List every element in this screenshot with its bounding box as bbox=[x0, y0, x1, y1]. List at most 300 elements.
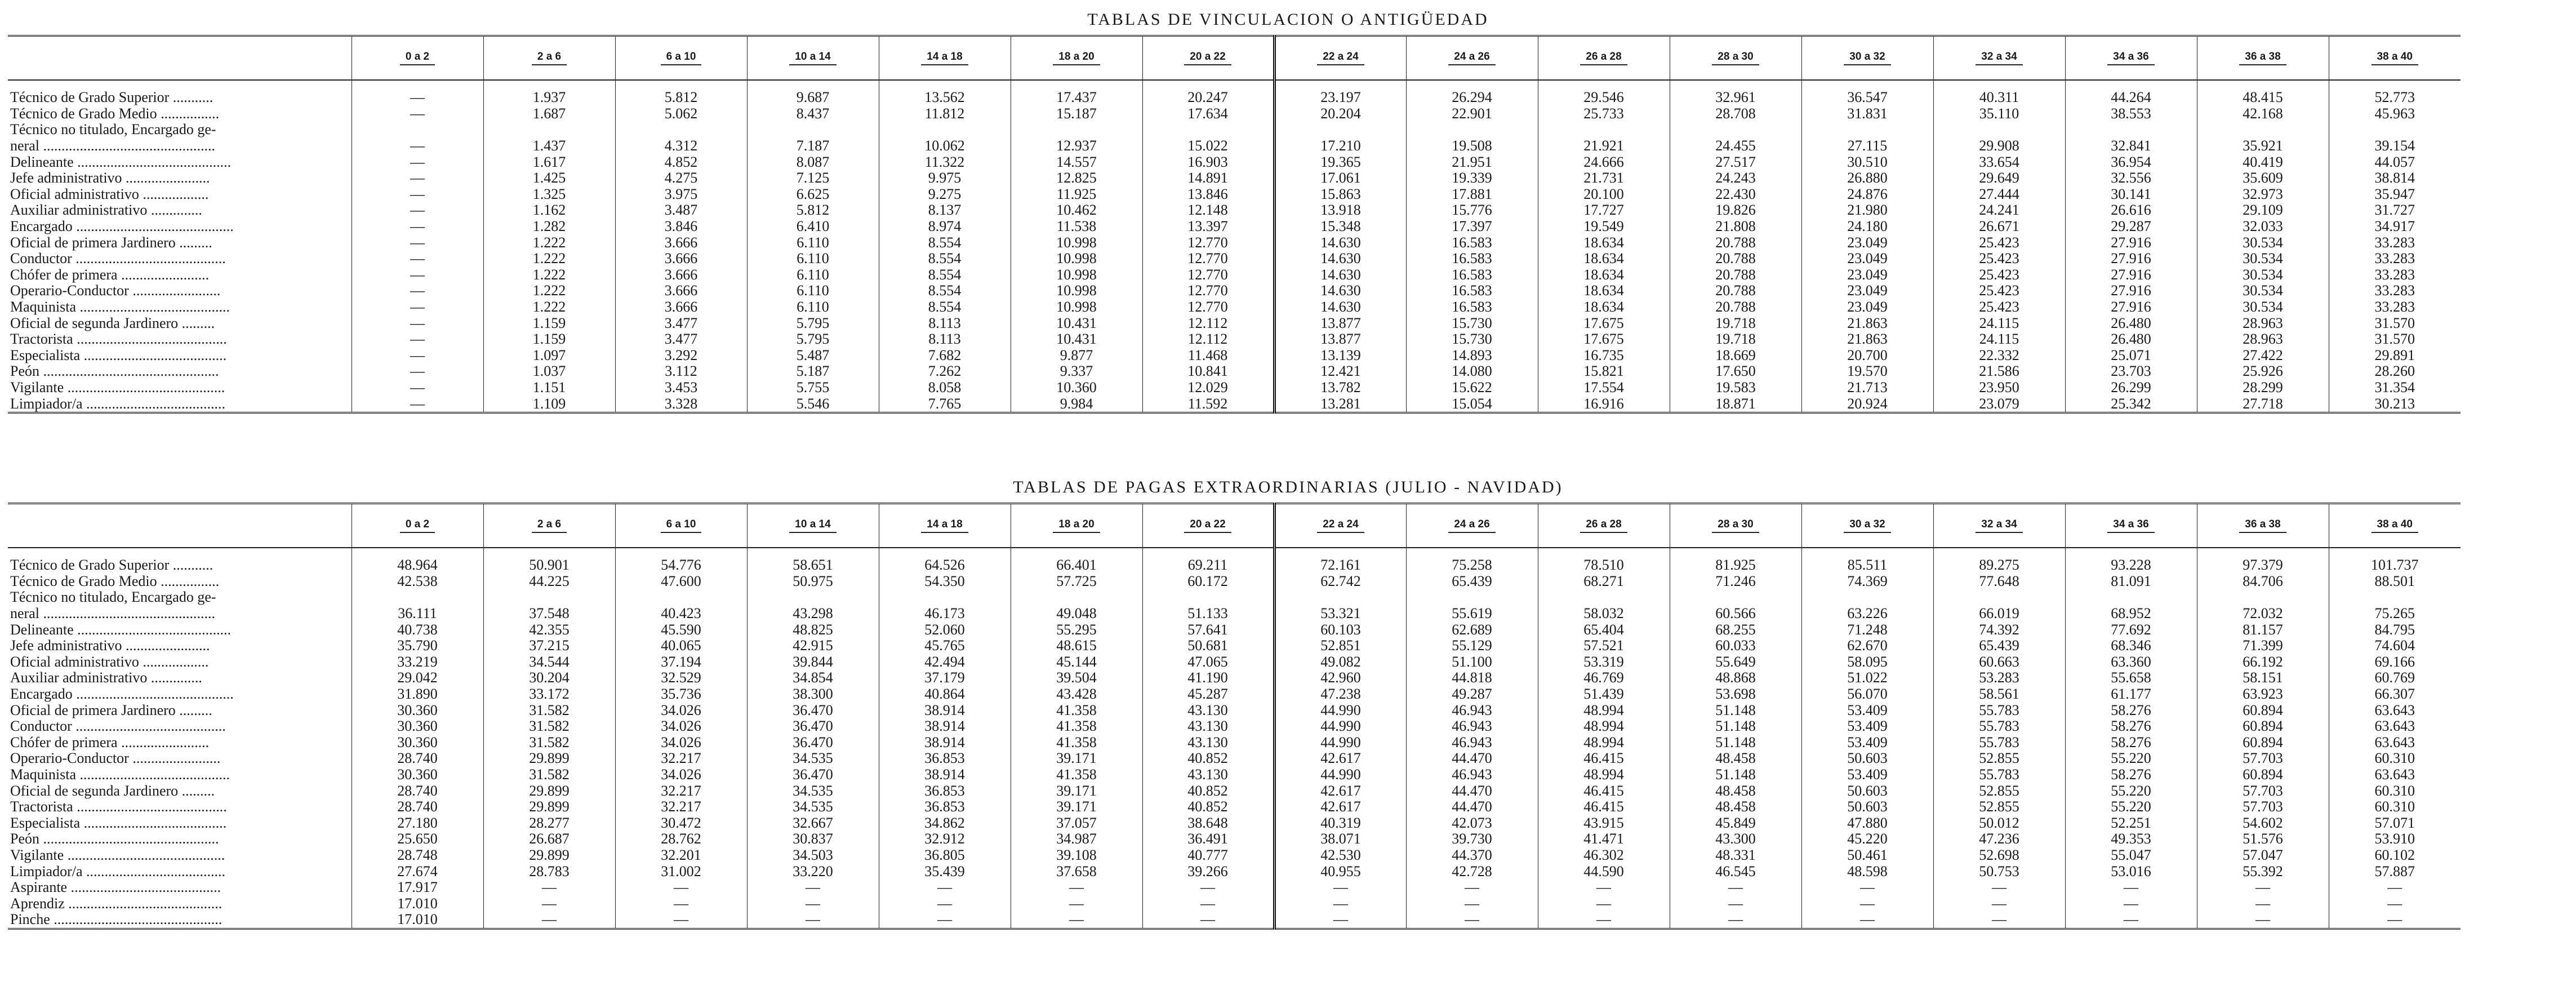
table-cell: — bbox=[1933, 895, 2065, 912]
table-cell: 55.783 bbox=[1933, 718, 2065, 735]
table-cell: 24.455 bbox=[1670, 138, 1801, 154]
column-header bbox=[1801, 36, 1933, 81]
table-cell: 48.825 bbox=[747, 621, 879, 638]
table-cell: 17.554 bbox=[1538, 380, 1670, 396]
table-cell: — bbox=[483, 912, 615, 929]
table-cell: 72.161 bbox=[1274, 548, 1406, 574]
table-cell: 51.022 bbox=[1801, 670, 1933, 686]
table-row bbox=[8, 783, 2461, 799]
table-cell bbox=[1670, 122, 1801, 138]
table-cell: 23.197 bbox=[1274, 80, 1406, 106]
table-cell: 55.658 bbox=[2065, 670, 2197, 686]
vinculacion-body bbox=[8, 80, 2461, 412]
table-cell: 55.392 bbox=[2197, 863, 2329, 880]
table-cell: 60.310 bbox=[2329, 799, 2461, 815]
column-header-label: 18 a 20 bbox=[1053, 51, 1100, 65]
table-cell: 50.975 bbox=[747, 574, 879, 590]
table-cell: 63.360 bbox=[2065, 654, 2197, 670]
table-cell: 60.566 bbox=[1670, 606, 1801, 622]
table-cell: 51.148 bbox=[1670, 767, 1801, 783]
table-cell: 3.666 bbox=[615, 283, 747, 299]
table-cell: 18.634 bbox=[1538, 267, 1670, 283]
table-cell: 5.795 bbox=[747, 315, 879, 331]
table-cell: 77.648 bbox=[1933, 574, 2065, 590]
table-cell: 57.703 bbox=[2197, 783, 2329, 799]
table-cell: — bbox=[352, 251, 483, 267]
column-header-label: 28 a 30 bbox=[1712, 51, 1759, 65]
row-label: Especialista ....................................... bbox=[10, 815, 227, 831]
table-cell: — bbox=[352, 80, 483, 106]
table-cell: 46.943 bbox=[1406, 718, 1538, 735]
table-cell: 27.718 bbox=[2197, 396, 2329, 412]
table-cell: 34.535 bbox=[747, 783, 879, 799]
table-cell: 48.458 bbox=[1670, 799, 1801, 815]
table-cell: 44.470 bbox=[1406, 799, 1538, 815]
table-cell bbox=[1406, 589, 1538, 606]
table-cell: 28.740 bbox=[352, 750, 483, 767]
table-cell: 52.855 bbox=[1933, 750, 2065, 767]
table-cell: 31.582 bbox=[483, 767, 615, 783]
row-label: Conductor ......................................... bbox=[10, 718, 226, 735]
table-cell: 57.725 bbox=[1011, 574, 1142, 590]
column-header bbox=[879, 504, 1011, 548]
table-cell: 48.598 bbox=[1801, 863, 1933, 880]
table-cell: 37.658 bbox=[1011, 863, 1142, 880]
table-cell: 44.990 bbox=[1274, 735, 1406, 751]
table-cell: — bbox=[1406, 895, 1538, 912]
table-cell: 27.916 bbox=[2065, 267, 2197, 283]
table-cell: 23.950 bbox=[1933, 380, 2065, 396]
header-corner bbox=[8, 504, 352, 548]
table-cell: 26.299 bbox=[2065, 380, 2197, 396]
table-cell: 31.570 bbox=[2329, 315, 2461, 331]
table-cell: 57.887 bbox=[2329, 863, 2461, 880]
table-cell: 32.217 bbox=[615, 783, 747, 799]
table-cell: 16.916 bbox=[1538, 396, 1670, 412]
row-label: Encargado ........................................... bbox=[10, 218, 234, 235]
vinculacion-title: TABLAS DE VINCULACION O ANTIGÜEDAD bbox=[1087, 10, 1489, 29]
row-label: Auxiliar administrativo .............. bbox=[10, 202, 202, 219]
table-cell: 25.423 bbox=[1933, 267, 2065, 283]
table-row bbox=[8, 767, 2461, 783]
column-header bbox=[615, 36, 747, 81]
table-row bbox=[8, 670, 2461, 686]
table-cell bbox=[1933, 589, 2065, 606]
row-label: Vigilante ........................................... bbox=[10, 379, 225, 396]
table-cell: 51.133 bbox=[1142, 606, 1274, 622]
vinculacion-table bbox=[8, 35, 2461, 414]
table-cell: 1.159 bbox=[483, 331, 615, 348]
column-header bbox=[1406, 36, 1538, 81]
table-cell: 33.283 bbox=[2329, 283, 2461, 299]
table-cell: 36.470 bbox=[747, 718, 879, 735]
table-cell: — bbox=[352, 299, 483, 316]
table-cell: 52.251 bbox=[2065, 815, 2197, 832]
table-cell: 15.054 bbox=[1406, 396, 1538, 412]
table-cell: 60.102 bbox=[2329, 847, 2461, 864]
table-cell: — bbox=[747, 895, 879, 912]
table-cell: 37.194 bbox=[615, 654, 747, 670]
row-label: Oficial administrativo .................. bbox=[10, 186, 209, 202]
table-cell: 22.430 bbox=[1670, 186, 1801, 203]
table-cell: 53.321 bbox=[1274, 606, 1406, 622]
table-cell: 68.255 bbox=[1670, 621, 1801, 638]
table-row bbox=[8, 880, 2461, 896]
table-cell: — bbox=[1274, 912, 1406, 929]
table-cell: 16.583 bbox=[1406, 299, 1538, 316]
table-cell: 43.298 bbox=[747, 606, 879, 622]
table-cell: 71.248 bbox=[1801, 621, 1933, 638]
table-cell: 3.477 bbox=[615, 315, 747, 331]
table-cell: 35.110 bbox=[1933, 106, 2065, 122]
table-cell: 10.998 bbox=[1011, 234, 1142, 251]
table-cell: 1.162 bbox=[483, 202, 615, 219]
table-cell: — bbox=[2065, 895, 2197, 912]
table-cell: 11.538 bbox=[1011, 219, 1142, 235]
table-cell: — bbox=[2197, 895, 2329, 912]
table-cell: 55.619 bbox=[1406, 606, 1538, 622]
table-cell: 34.987 bbox=[1011, 831, 1142, 847]
pagas-body bbox=[8, 548, 2461, 929]
table-cell: 5.795 bbox=[747, 331, 879, 348]
table-cell: 41.471 bbox=[1538, 831, 1670, 847]
table-cell: 6.625 bbox=[747, 186, 879, 203]
table-cell: 47.600 bbox=[615, 574, 747, 590]
table-cell: 40.311 bbox=[1933, 80, 2065, 106]
table-cell: 43.130 bbox=[1142, 702, 1274, 718]
table-cell: 28.277 bbox=[483, 815, 615, 832]
table-cell: 44.990 bbox=[1274, 718, 1406, 735]
table-cell: 23.049 bbox=[1801, 234, 1933, 251]
table-cell: 28.762 bbox=[615, 831, 747, 847]
table-cell: 27.916 bbox=[2065, 283, 2197, 299]
row-label: Delineante .......................................... bbox=[10, 154, 232, 170]
table-cell: 48.615 bbox=[1011, 638, 1142, 654]
table-cell: 30.213 bbox=[2329, 396, 2461, 412]
table-cell: 34.535 bbox=[747, 750, 879, 767]
column-header-label: 26 a 28 bbox=[1580, 519, 1627, 533]
table-cell: 42.355 bbox=[483, 621, 615, 638]
table-row bbox=[8, 548, 2461, 574]
table-cell: 17.881 bbox=[1406, 186, 1538, 203]
table-cell: 43.130 bbox=[1142, 767, 1274, 783]
table-cell: 5.755 bbox=[747, 380, 879, 396]
table-cell: 65.439 bbox=[1933, 638, 2065, 654]
column-header bbox=[1274, 36, 1406, 81]
table-cell: 44.990 bbox=[1274, 767, 1406, 783]
row-label: Maquinista ......................................... bbox=[10, 299, 230, 316]
table-cell: 34.503 bbox=[747, 847, 879, 864]
table-cell: 89.275 bbox=[1933, 548, 2065, 574]
table-cell: 28.740 bbox=[352, 799, 483, 815]
row-label: Conductor ......................................... bbox=[10, 250, 226, 267]
table-cell: — bbox=[1670, 912, 1801, 929]
table-cell: 1.617 bbox=[483, 154, 615, 170]
table-cell: 9.275 bbox=[879, 186, 1011, 203]
table-row bbox=[8, 219, 2461, 235]
table-cell: 17.727 bbox=[1538, 202, 1670, 219]
table-cell: 45.220 bbox=[1801, 831, 1933, 847]
table-cell: 20.924 bbox=[1801, 396, 1933, 412]
table-cell: 30.360 bbox=[352, 767, 483, 783]
table-cell: 58.651 bbox=[747, 548, 879, 574]
table-cell: — bbox=[352, 234, 483, 251]
table-cell: 17.675 bbox=[1538, 315, 1670, 331]
table-cell: 39.504 bbox=[1011, 670, 1142, 686]
table-cell: — bbox=[1406, 912, 1538, 929]
table-cell: 45.144 bbox=[1011, 654, 1142, 670]
table-cell: 44.590 bbox=[1538, 863, 1670, 880]
column-header-label: 26 a 28 bbox=[1580, 51, 1627, 65]
table-cell: 13.846 bbox=[1142, 186, 1274, 203]
table-cell: 8.137 bbox=[879, 202, 1011, 219]
table-cell bbox=[747, 122, 879, 138]
table-row bbox=[8, 202, 2461, 219]
table-cell: 24.243 bbox=[1670, 170, 1801, 186]
table-cell: 17.437 bbox=[1011, 80, 1142, 106]
table-cell: 48.964 bbox=[352, 548, 483, 574]
table-cell: 35.609 bbox=[2197, 170, 2329, 186]
table-cell: 8.087 bbox=[747, 154, 879, 170]
table-cell: 3.487 bbox=[615, 202, 747, 219]
table-cell: 54.350 bbox=[879, 574, 1011, 590]
table-row bbox=[8, 251, 2461, 267]
table-cell: 10.462 bbox=[1011, 202, 1142, 219]
row-label: Técnico no titulado, Encargado ge- bbox=[10, 122, 216, 138]
table-cell: 3.846 bbox=[615, 219, 747, 235]
table-cell: 1.222 bbox=[483, 267, 615, 283]
table-cell: 57.521 bbox=[1538, 638, 1670, 654]
table-cell: 38.914 bbox=[879, 702, 1011, 718]
table-cell: 13.562 bbox=[879, 80, 1011, 106]
table-cell: 51.148 bbox=[1670, 718, 1801, 735]
table-cell: 41.190 bbox=[1142, 670, 1274, 686]
table-cell: 19.508 bbox=[1406, 138, 1538, 154]
table-cell: 38.553 bbox=[2065, 106, 2197, 122]
table-cell: 46.545 bbox=[1670, 863, 1801, 880]
table-cell: 18.634 bbox=[1538, 283, 1670, 299]
table-cell: 19.570 bbox=[1801, 363, 1933, 380]
table-cell: 33.283 bbox=[2329, 267, 2461, 283]
table-cell: 25.423 bbox=[1933, 234, 2065, 251]
table-cell: 19.718 bbox=[1670, 331, 1801, 348]
table-cell: 27.422 bbox=[2197, 348, 2329, 364]
table-cell: 51.576 bbox=[2197, 831, 2329, 847]
table-cell: 6.110 bbox=[747, 283, 879, 299]
table-cell: 29.908 bbox=[1933, 138, 2065, 154]
table-row bbox=[8, 750, 2461, 767]
table-cell: 30.534 bbox=[2197, 299, 2329, 316]
table-cell: 36.491 bbox=[1142, 831, 1274, 847]
table-cell: 27.444 bbox=[1933, 186, 2065, 203]
table-cell: 19.339 bbox=[1406, 170, 1538, 186]
table-cell: — bbox=[1538, 880, 1670, 896]
table-cell: 10.431 bbox=[1011, 315, 1142, 331]
table-cell: 31.727 bbox=[2329, 202, 2461, 219]
row-label: Jefe administrativo ....................... bbox=[10, 170, 210, 186]
table-cell: 34.026 bbox=[615, 702, 747, 718]
table-cell: 38.914 bbox=[879, 767, 1011, 783]
table-cell: 6.110 bbox=[747, 267, 879, 283]
row-label: Jefe administrativo ....................... bbox=[10, 637, 210, 654]
table-cell: 50.681 bbox=[1142, 638, 1274, 654]
table-cell: 17.010 bbox=[352, 895, 483, 912]
table-cell: 7.765 bbox=[879, 396, 1011, 412]
table-cell: 42.617 bbox=[1274, 783, 1406, 799]
table-cell: 71.246 bbox=[1670, 574, 1801, 590]
table-cell: — bbox=[1538, 895, 1670, 912]
table-cell: 44.470 bbox=[1406, 750, 1538, 767]
table-cell: 23.049 bbox=[1801, 283, 1933, 299]
row-label: Aprendiz .......................................... bbox=[10, 895, 223, 912]
table-cell: 12.770 bbox=[1142, 251, 1274, 267]
pagas-table bbox=[8, 503, 2461, 930]
row-label: neral ............................................... bbox=[10, 605, 215, 622]
table-cell: — bbox=[352, 396, 483, 412]
column-header bbox=[747, 36, 879, 81]
table-cell: 3.666 bbox=[615, 299, 747, 316]
table-cell: 3.975 bbox=[615, 186, 747, 203]
table-cell: 12.770 bbox=[1142, 234, 1274, 251]
table-cell: 42.617 bbox=[1274, 750, 1406, 767]
table-cell: 30.837 bbox=[747, 831, 879, 847]
column-header-label: 38 a 40 bbox=[2372, 519, 2418, 533]
table-cell: 1.037 bbox=[483, 363, 615, 380]
table-cell: 22.901 bbox=[1406, 106, 1538, 122]
table-cell: 40.852 bbox=[1142, 799, 1274, 815]
column-header bbox=[483, 504, 615, 548]
table-cell: 42.617 bbox=[1274, 799, 1406, 815]
row-label: Limpiador/a ...................................... bbox=[10, 863, 226, 880]
table-cell: 49.082 bbox=[1274, 654, 1406, 670]
table-cell: 21.713 bbox=[1801, 380, 1933, 396]
table-row bbox=[8, 831, 2461, 847]
table-cell: 19.549 bbox=[1538, 219, 1670, 235]
table-cell: 32.912 bbox=[879, 831, 1011, 847]
table-cell: 72.032 bbox=[2197, 606, 2329, 622]
table-cell: 52.851 bbox=[1274, 638, 1406, 654]
table-cell: 41.358 bbox=[1011, 767, 1142, 783]
table-cell: — bbox=[2197, 880, 2329, 896]
table-cell: 31.831 bbox=[1801, 106, 1933, 122]
table-cell: 81.157 bbox=[2197, 621, 2329, 638]
table-cell: 53.319 bbox=[1538, 654, 1670, 670]
pagas-header-row bbox=[8, 504, 2461, 548]
table-cell: 17.210 bbox=[1274, 138, 1406, 154]
table-cell: 63.643 bbox=[2329, 718, 2461, 735]
table-cell: — bbox=[1801, 895, 1933, 912]
table-cell: 44.370 bbox=[1406, 847, 1538, 864]
pagas-title: TABLAS DE PAGAS EXTRAORDINARIAS (JULIO - NAVIDAD) bbox=[1013, 478, 1563, 496]
table-cell: 5.546 bbox=[747, 396, 879, 412]
table-cell: 60.172 bbox=[1142, 574, 1274, 590]
column-header-label: 10 a 14 bbox=[789, 51, 836, 65]
column-header bbox=[1933, 504, 2065, 548]
table-cell: 1.151 bbox=[483, 380, 615, 396]
table-cell: 50.603 bbox=[1801, 783, 1933, 799]
table-cell bbox=[2329, 589, 2461, 606]
column-header-label: 30 a 32 bbox=[1844, 51, 1890, 65]
table-cell: 33.283 bbox=[2329, 251, 2461, 267]
table-cell bbox=[1538, 589, 1670, 606]
table-cell: 26.671 bbox=[1933, 219, 2065, 235]
table-cell: 44.225 bbox=[483, 574, 615, 590]
table-cell: 42.960 bbox=[1274, 670, 1406, 686]
table-cell: 58.095 bbox=[1801, 654, 1933, 670]
table-cell: 10.998 bbox=[1011, 267, 1142, 283]
row-label: Especialista ....................................... bbox=[10, 347, 227, 363]
table-cell: 44.818 bbox=[1406, 670, 1538, 686]
table-cell: 10.998 bbox=[1011, 299, 1142, 316]
table-cell: 55.047 bbox=[2065, 847, 2197, 864]
column-header-label: 20 a 22 bbox=[1184, 51, 1231, 65]
table-cell: 43.915 bbox=[1538, 815, 1670, 832]
table-row bbox=[8, 589, 2461, 606]
header-corner bbox=[8, 36, 352, 81]
table-cell bbox=[1670, 589, 1801, 606]
table-cell: 1.159 bbox=[483, 315, 615, 331]
table-row bbox=[8, 702, 2461, 718]
table-cell: 15.622 bbox=[1406, 380, 1538, 396]
table-cell: 34.535 bbox=[747, 799, 879, 815]
table-cell: 13.877 bbox=[1274, 315, 1406, 331]
table-cell: — bbox=[1011, 912, 1142, 929]
table-cell: 40.852 bbox=[1142, 750, 1274, 767]
table-cell: 53.016 bbox=[2065, 863, 2197, 880]
table-cell: 53.409 bbox=[1801, 702, 1933, 718]
table-cell: 29.546 bbox=[1538, 80, 1670, 106]
table-row bbox=[8, 606, 2461, 622]
table-cell: 23.049 bbox=[1801, 267, 1933, 283]
table-cell: — bbox=[352, 315, 483, 331]
table-cell: — bbox=[2197, 912, 2329, 929]
table-cell: 48.868 bbox=[1670, 670, 1801, 686]
table-cell: 6.110 bbox=[747, 251, 879, 267]
column-header-label: 22 a 24 bbox=[1317, 519, 1364, 533]
table-cell: 12.770 bbox=[1142, 267, 1274, 283]
column-header bbox=[2065, 504, 2197, 548]
table-cell: 14.557 bbox=[1011, 154, 1142, 170]
table-cell: 62.689 bbox=[1406, 621, 1538, 638]
table-cell: 18.634 bbox=[1538, 251, 1670, 267]
table-cell: 3.328 bbox=[615, 396, 747, 412]
table-cell: 55.649 bbox=[1670, 654, 1801, 670]
table-cell: 42.168 bbox=[2197, 106, 2329, 122]
table-row bbox=[8, 380, 2461, 396]
column-header bbox=[615, 504, 747, 548]
row-label: neral ............................................... bbox=[10, 137, 215, 154]
table-cell: 11.322 bbox=[879, 154, 1011, 170]
table-cell: 36.470 bbox=[747, 702, 879, 718]
table-cell: 62.670 bbox=[1801, 638, 1933, 654]
table-cell: 30.360 bbox=[352, 718, 483, 735]
table-cell: 14.630 bbox=[1274, 251, 1406, 267]
table-cell: 58.276 bbox=[2065, 767, 2197, 783]
table-cell: 47.065 bbox=[1142, 654, 1274, 670]
table-cell: 14.891 bbox=[1142, 170, 1274, 186]
table-cell: 13.281 bbox=[1274, 396, 1406, 412]
table-cell: 58.276 bbox=[2065, 735, 2197, 751]
column-header bbox=[1142, 504, 1274, 548]
table-cell: 12.770 bbox=[1142, 299, 1274, 316]
table-cell: 1.937 bbox=[483, 80, 615, 106]
table-cell: 16.583 bbox=[1406, 267, 1538, 283]
table-cell: 16.583 bbox=[1406, 251, 1538, 267]
table-cell: 46.769 bbox=[1538, 670, 1670, 686]
table-cell: 1.325 bbox=[483, 186, 615, 203]
table-cell: 4.852 bbox=[615, 154, 747, 170]
table-cell: 23.703 bbox=[2065, 363, 2197, 380]
